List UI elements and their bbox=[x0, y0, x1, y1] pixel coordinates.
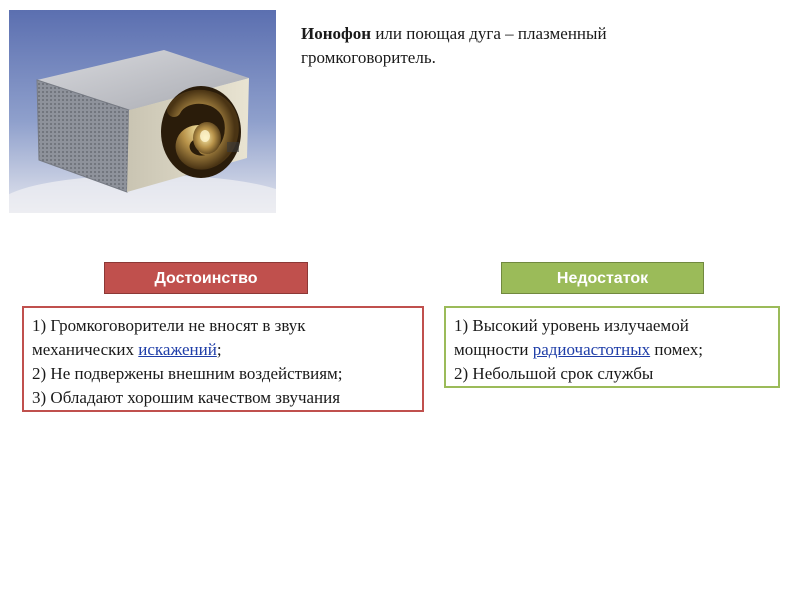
intro-text bbox=[301, 22, 721, 70]
disadvantage-list bbox=[444, 306, 780, 388]
disadvantage-item-2: 2) Небольшой срок службы bbox=[454, 364, 654, 383]
advantage-item-1 bbox=[32, 314, 414, 338]
intro-rest: или поющая дуга – плазменный bbox=[371, 24, 607, 43]
advantage-item-3: 3) Обладают хорошим качеством звучания bbox=[32, 388, 341, 407]
intro-line2: громкоговоритель. bbox=[301, 48, 436, 67]
disadvantage-item-1-text-2: мощности bbox=[454, 340, 533, 359]
advantage-list bbox=[22, 306, 424, 412]
advantage-item-1-text-2: механических bbox=[32, 340, 139, 359]
radio-frequency-link[interactable]: радиочастотных bbox=[532, 340, 651, 359]
disadvantage-item-1-end: помех; bbox=[650, 340, 703, 359]
disadvantage-item-1 bbox=[454, 314, 770, 338]
ionophone-photo bbox=[9, 10, 276, 213]
distortion-link[interactable]: искажений bbox=[138, 340, 217, 359]
advantage-item-1-text: 1) Громкоговорители не вносят в звук bbox=[32, 316, 306, 335]
advantage-item-1-end: ; bbox=[216, 340, 222, 359]
disadvantage-item-1-text: 1) Высокий уровень излучаемой bbox=[454, 316, 689, 335]
intro-term: Ионофон bbox=[301, 24, 372, 43]
disadvantage-item-1-cont bbox=[454, 338, 770, 362]
advantage-item-1-cont bbox=[32, 338, 414, 362]
advantage-header: Достоинство bbox=[104, 262, 308, 294]
disadvantage-header: Недостаток bbox=[501, 262, 704, 294]
advantage-item-2: 2) Не подвержены внешним воздействиям; bbox=[32, 364, 343, 383]
